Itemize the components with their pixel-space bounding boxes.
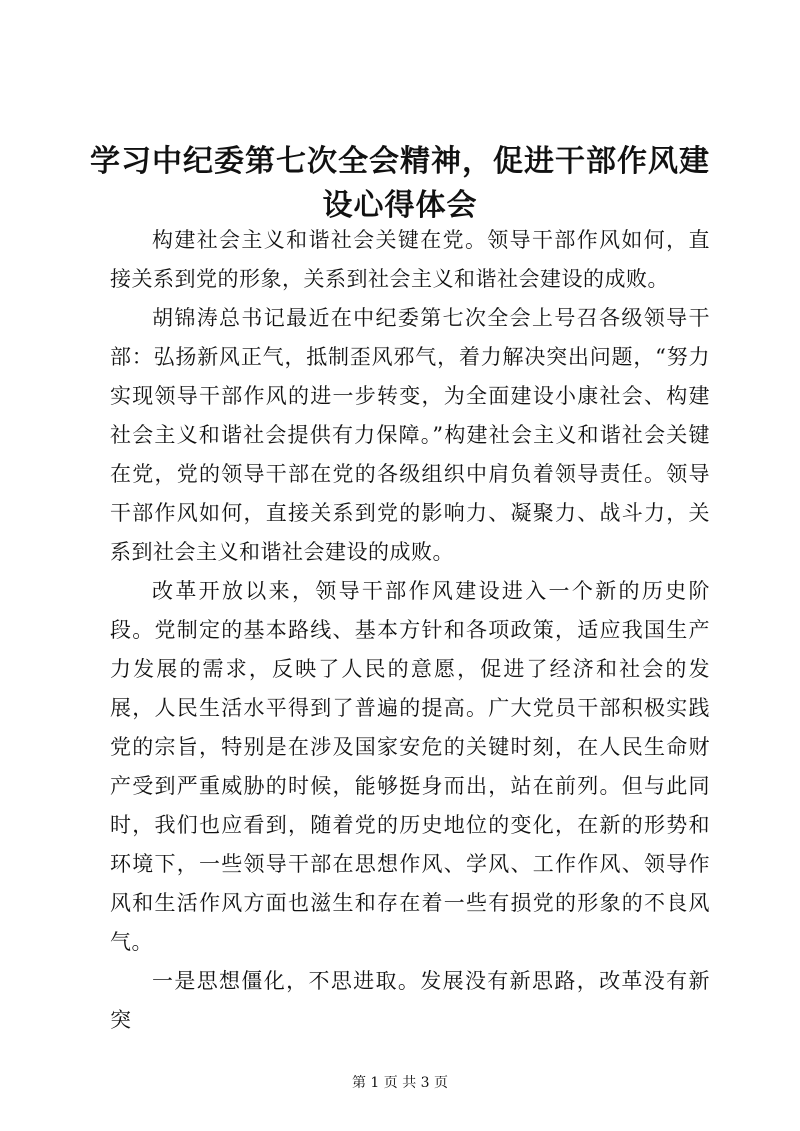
document-body <box>110 221 710 1040</box>
paragraph-1: 构建社会主义和谐社会关键在党。领导干部作风如何，直接关系到党的形象，关系到社会主义和谐社会建设的成败。 <box>110 228 710 291</box>
document-title: 学习中纪委第七次全会精神，促进干部作风建设心得体会 <box>90 144 710 223</box>
paragraph-4: 一是思想僵化，不思进取。发展没有新思路，改革没有新突 <box>110 969 710 1032</box>
page-footer: 第 1 页 共 3 页 <box>351 1075 449 1091</box>
paragraph-2: 胡锦涛总书记最近在中纪委第七次全会上号召各级领导干部：弘扬新风正气，抵制歪风邪气，着力解决突出问题，“努力实现领导干部作风的进一步转变，为全面建设小康社会、构建社会主义和谐社会提供有力保障。”构建社会主义和谐社会关键在党，党的领导干部在党的各级组织中肩负着领导责任。领导干部作风如何，直接关系到党的影响力、凝聚力、战斗力，关系到社会主义和谐社会建设的成败。 <box>110 306 710 564</box>
paragraph-3: 改革开放以来，领导干部作风建设进入一个新的历史阶段。党制定的基本路线、基本方针和各项政策，适应我国生产力发展的需求，反映了人民的意愿，促进了经济和社会的发展，人民生活水平得到了普遍的提高。广大党员干部积极实践党的宗旨，特别是在涉及国家安危的关键时刻，在人民生命财产受到严重威胁的时候，能够挺身而出，站在前列。但与此同时，我们也应看到，随着党的历史地位的变化，在新的形势和环境下，一些领导干部在思想作风、学风、工作作风、领导作风和生活作风方面也滋生和存在着一些有损党的形象的不良风气。 <box>110 579 710 954</box>
